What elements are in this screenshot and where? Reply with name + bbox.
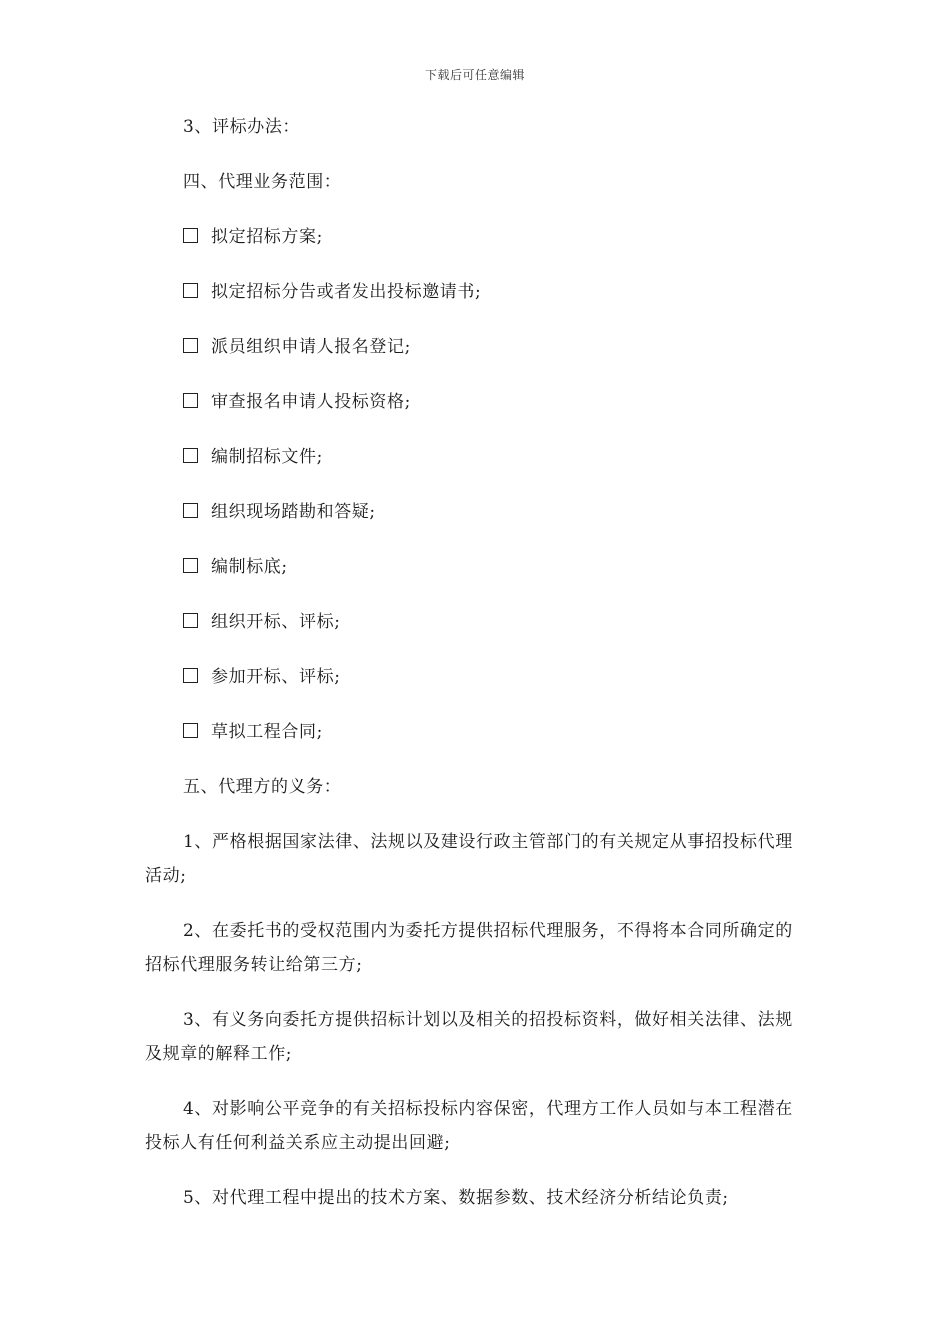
checklist-item: 派员组织申请人报名登记; <box>145 330 805 364</box>
checklist-item: 参加开标、评标; <box>145 660 805 694</box>
document-body <box>145 110 805 1236</box>
checkbox-icon[interactable] <box>183 393 198 408</box>
checklist-item: 编制招标文件; <box>145 440 805 474</box>
checkbox-icon[interactable] <box>183 723 198 738</box>
checkbox-icon[interactable] <box>183 558 198 573</box>
evaluation-method-heading: 3、评标办法： <box>183 117 301 137</box>
checkbox-icon[interactable] <box>183 668 198 683</box>
checklist-item: 审查报名申请人投标资格; <box>145 385 805 419</box>
checkbox-icon[interactable] <box>183 503 198 518</box>
checkbox-icon[interactable] <box>183 283 198 298</box>
obligation-paragraph: 3、有义务向委托方提供招标计划以及相关的招投标资料，做好相关法律、法规及规章的解释工作; <box>145 1010 793 1064</box>
obligation-paragraph: 2、在委托书的受权范围内为委托方提供招标代理服务，不得将本合同所确定的招标代理服务转让给第三方; <box>145 921 793 975</box>
checkbox-icon[interactable] <box>183 228 198 243</box>
agency-scope-heading: 四、代理业务范围： <box>183 172 342 192</box>
checklist-item: 拟定招标分告或者发出投标邀请书; <box>145 275 805 309</box>
checklist-item: 组织开标、评标; <box>145 605 805 639</box>
checklist-item: 编制标底; <box>145 550 805 584</box>
checkbox-icon[interactable] <box>183 338 198 353</box>
checkbox-icon[interactable] <box>183 448 198 463</box>
page-header: 下载后可任意编辑 <box>424 68 525 82</box>
obligation-paragraph: 1、严格根据国家法律、法规以及建设行政主管部门的有关规定从事招投标代理活动; <box>145 832 793 886</box>
checklist-item: 拟定招标方案; <box>145 220 805 254</box>
obligation-paragraph: 5、对代理工程中提出的技术方案、数据参数、技术经济分析结论负责; <box>183 1188 729 1208</box>
checklist-item: 组织现场踏勘和答疑; <box>145 495 805 529</box>
checkbox-icon[interactable] <box>183 613 198 628</box>
agent-obligations-heading: 五、代理方的义务： <box>183 777 342 797</box>
checklist-item: 草拟工程合同; <box>145 715 805 749</box>
obligation-paragraph: 4、对影响公平竞争的有关招标投标内容保密，代理方工作人员如与本工程潜在投标人有任何利益关系应主动提出回避; <box>145 1099 793 1153</box>
